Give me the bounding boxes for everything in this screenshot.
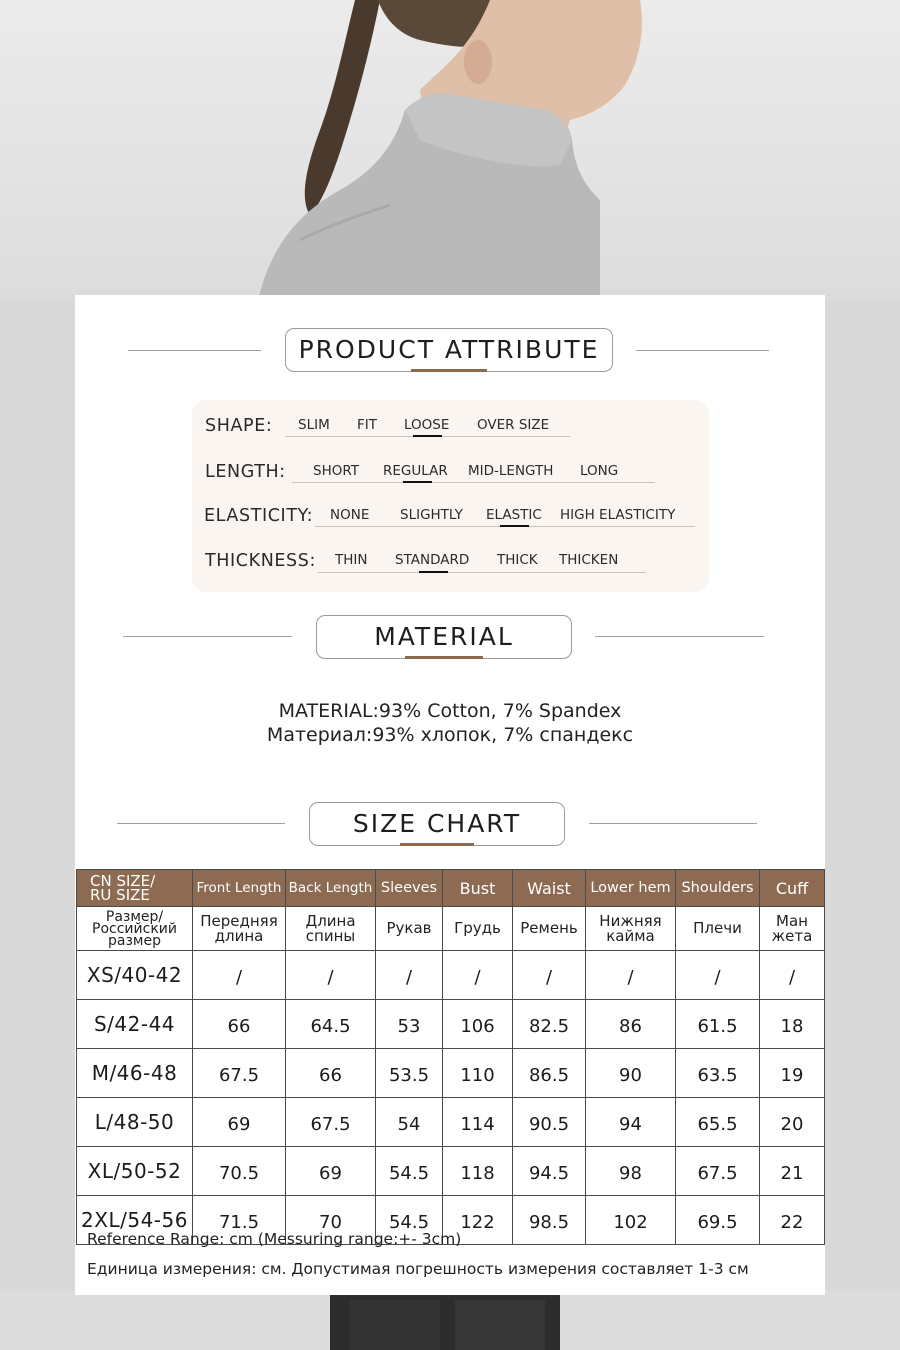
table-cell: / (676, 951, 760, 1000)
attr-option: THICKEN (559, 552, 619, 568)
table-cell: / (586, 951, 676, 1000)
table-cell: / (193, 951, 286, 1000)
divider-line (636, 350, 769, 351)
attr-option: OVER SIZE (477, 417, 550, 433)
attr-option-selected: STANDARD (395, 552, 470, 568)
header-cell: Shoulders (676, 870, 760, 907)
attr-option-selected: REGULAR (383, 463, 448, 479)
table-row (77, 1000, 825, 1049)
table-cell: / (760, 951, 825, 1000)
table-cell: 122 (443, 1196, 513, 1245)
attr-label-elasticity: ELASTICITY: (204, 506, 314, 526)
header-cell-ru: Грудь (443, 907, 513, 951)
title-underline (400, 843, 474, 846)
selected-indicator (500, 525, 529, 527)
product-attribute-title (285, 328, 613, 372)
reference-note-ru: Единица измерения: см. Допустимая погрешность измерения составляет 1-3 см (87, 1260, 749, 1278)
header-cell-ru: Ремень (513, 907, 586, 951)
size-cell: XL/50-52 (77, 1147, 193, 1196)
table-cell: 98.5 (513, 1196, 586, 1245)
size-cell: L/48-50 (77, 1098, 193, 1147)
divider-line (128, 350, 261, 351)
table-cell: 66 (286, 1049, 376, 1098)
table-cell: 53 (376, 1000, 443, 1049)
table-cell: 21 (760, 1147, 825, 1196)
table-cell: 63.5 (676, 1049, 760, 1098)
attr-option: MID-LENGTH (468, 463, 554, 479)
size-cell: S/42-44 (77, 1000, 193, 1049)
table-cell: 67.5 (676, 1147, 760, 1196)
table-cell: / (376, 951, 443, 1000)
table-cell: 86 (586, 1000, 676, 1049)
table-cell: 64.5 (286, 1000, 376, 1049)
divider-line (117, 823, 285, 824)
header-cell-ru: Плечи (676, 907, 760, 951)
attr-label-shape: SHAPE: (205, 416, 273, 436)
table-cell: 106 (443, 1000, 513, 1049)
attr-option: HIGH ELASTICITY (560, 507, 676, 523)
header-row-ru (77, 907, 825, 951)
table-cell: 69 (193, 1098, 286, 1147)
table-cell: 19 (760, 1049, 825, 1098)
title-underline (405, 656, 483, 659)
table-cell: 118 (443, 1147, 513, 1196)
attr-option: FIT (357, 417, 377, 433)
table-cell: 65.5 (676, 1098, 760, 1147)
attr-option-selected: LOOSE (404, 417, 450, 433)
attr-option: NONE (330, 507, 370, 523)
header-cell: Lower hem (586, 870, 676, 907)
title-underline (411, 369, 487, 372)
header-cell: Back Length (286, 870, 376, 907)
table-cell: 67.5 (193, 1049, 286, 1098)
table-cell: 94 (586, 1098, 676, 1147)
table-row (77, 1049, 825, 1098)
table-cell: 22 (760, 1196, 825, 1245)
table-cell: 114 (443, 1098, 513, 1147)
table-cell: 102 (586, 1196, 676, 1245)
header-cell: Cuff (760, 870, 825, 907)
table-cell: 66 (193, 1000, 286, 1049)
table-cell: 90.5 (513, 1098, 586, 1147)
table-cell: 18 (760, 1000, 825, 1049)
table-cell: 69 (286, 1147, 376, 1196)
attr-option-selected: ELASTIC (486, 507, 542, 523)
table-cell: 54.5 (376, 1147, 443, 1196)
header-cell-ru: Размер/ Российский размер (77, 907, 193, 951)
model-photo-top (0, 0, 900, 300)
header-cell-ru: Длина спины (286, 907, 376, 951)
material-title-text: MATERIAL (374, 622, 514, 651)
material-title (316, 615, 572, 659)
model-illustration (0, 0, 900, 300)
table-cell: 71.5 (193, 1196, 286, 1245)
attr-label-thickness: THICKNESS: (205, 551, 316, 571)
header-cell-ru: Передняя длина (193, 907, 286, 951)
size-chart-table (76, 869, 825, 1245)
table-cell: / (443, 951, 513, 1000)
reference-note-en: Reference Range: cm (Messuring range:+- 3cm) (87, 1230, 462, 1248)
table-cell: / (286, 951, 376, 1000)
table-cell: 69.5 (676, 1196, 760, 1245)
attr-option: SHORT (313, 463, 359, 479)
table-cell: 90 (586, 1049, 676, 1098)
table-cell: 86.5 (513, 1049, 586, 1098)
table-cell: 67.5 (286, 1098, 376, 1147)
selected-indicator (403, 481, 432, 483)
table-cell: 54.5 (376, 1196, 443, 1245)
table-cell: 70.5 (193, 1147, 286, 1196)
size-chart-title-text: SIZE CHART (352, 809, 522, 838)
table-row (77, 1098, 825, 1147)
table-cell: 20 (760, 1098, 825, 1147)
selected-indicator (419, 571, 448, 573)
attr-option: LONG (580, 463, 619, 479)
table-cell: 110 (443, 1049, 513, 1098)
material-line-ru: Материал:93% хлопок, 7% спандекс (266, 724, 634, 746)
divider-line (589, 823, 757, 824)
divider-line (123, 636, 292, 637)
table-cell: 82.5 (513, 1000, 586, 1049)
attr-option: SLIM (298, 417, 330, 433)
header-cell: Front Length (193, 870, 286, 907)
header-cell-ru: Ман жета (760, 907, 825, 951)
table-cell: 61.5 (676, 1000, 760, 1049)
attr-option: THICK (497, 552, 538, 568)
attr-label-length: LENGTH: (205, 462, 286, 482)
table-cell: 54 (376, 1098, 443, 1147)
size-cell: XS/40-42 (77, 951, 193, 1000)
table-cell: 53.5 (376, 1049, 443, 1098)
header-cell: Waist (513, 870, 586, 907)
size-chart-title (309, 802, 565, 846)
selected-indicator (413, 435, 442, 437)
attr-option: THIN (335, 552, 368, 568)
table-cell: 70 (286, 1196, 376, 1245)
size-cell: M/46-48 (77, 1049, 193, 1098)
model-legs-illustration (0, 1290, 900, 1350)
header-cell-ru: Нижняя кайма (586, 907, 676, 951)
header-row-en (77, 870, 825, 907)
header-cell: CN SIZE/ RU SIZE (77, 870, 193, 907)
table-cell: / (513, 951, 586, 1000)
attr-option: SLIGHTLY (400, 507, 463, 523)
table-row (77, 951, 825, 1000)
product-attribute-title-text: PRODUCT ATTRIBUTE (298, 335, 600, 364)
attr-rule (318, 572, 646, 573)
table-cell: 94.5 (513, 1147, 586, 1196)
material-line-en: MATERIAL:93% Cotton, 7% Spandex (278, 700, 622, 722)
table-cell: 98 (586, 1147, 676, 1196)
header-cell: Bust (443, 870, 513, 907)
header-cell: Sleeves (376, 870, 443, 907)
attr-rule (292, 482, 655, 483)
size-cell: 2XL/54-56 (77, 1196, 193, 1245)
model-photo-bottom (0, 1290, 900, 1350)
table-row (77, 1147, 825, 1196)
divider-line (595, 636, 764, 637)
header-cell-ru: Рукав (376, 907, 443, 951)
